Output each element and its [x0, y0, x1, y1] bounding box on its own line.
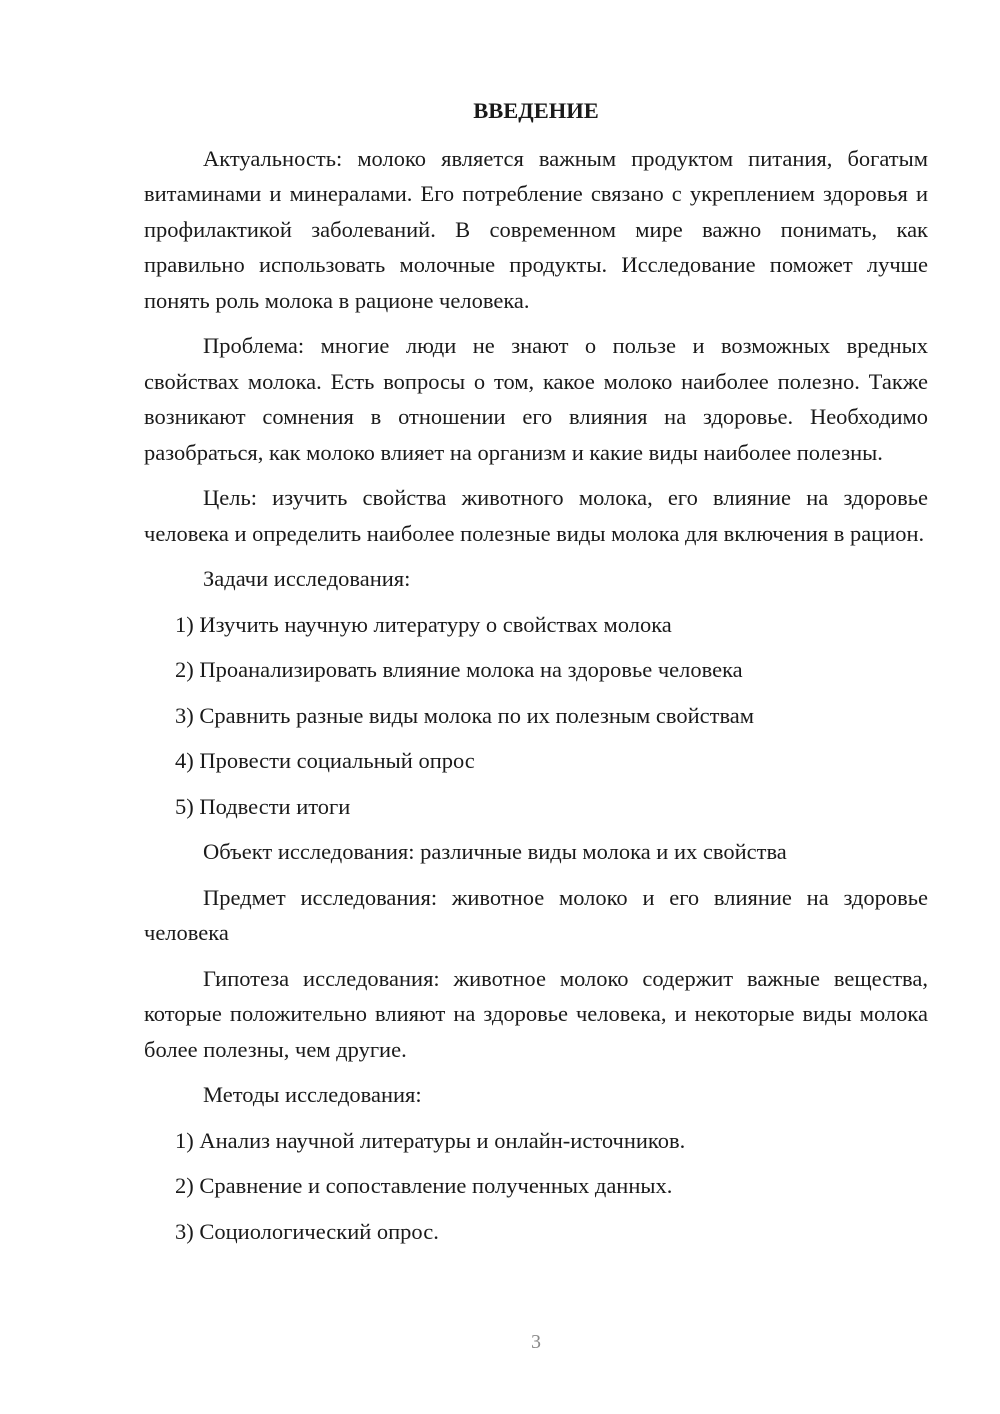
- section-title: ВВЕДЕНИЕ: [473, 98, 599, 123]
- page-number: 3: [531, 1331, 541, 1353]
- task-item: 1) Изучить научную литературу о свойствах молока: [175, 611, 672, 637]
- tasks-list: [144, 607, 928, 825]
- method-item: 1) Анализ научной литературы и онлайн-источников.: [175, 1127, 686, 1153]
- task-item: 4) Провести социальный опрос: [175, 748, 475, 773]
- tasks-heading: Задачи исследования:: [203, 566, 411, 591]
- task-item: 2) Проанализировать влияние молока на здоровье человека: [175, 657, 743, 682]
- goal-paragraph: Цель: изучить свойства животного молока, его влияние на здоровье человека и определить наиболее полезные виды молока для включения в рацион.: [144, 485, 928, 546]
- problem-paragraph: Проблема: многие люди не знают о пользе и возможных вредных свойствах молока. Есть вопросы о том, какое молоко наиболее полезно. Также возникают сомнения в отношении его влияния на здоровье. Необходимо разобраться, как молоко влияет на организм и какие виды наиболее полезны.: [144, 333, 928, 465]
- hypothesis-paragraph: Гипотеза исследования: животное молоко содержит важные вещества, которые положительно влияют на здоровье человека, и некоторые виды молока более полезны, чем другие.: [144, 965, 928, 1062]
- task-item: 5) Подвести итоги: [175, 793, 351, 819]
- method-item: 2) Сравнение и сопоставление полученных данных.: [175, 1173, 673, 1198]
- relevance-paragraph: Актуальность: молоко является важным продуктом питания, богатым витаминами и минералами. Его потребление связано с укреплением здоровья и профилактикой заболеваний. В современном мире важно понимать, как правильно использовать молочные продукты. Исследование поможет лучше понять роль молока в рационе человека.: [144, 145, 928, 313]
- page-content: [144, 93, 928, 1259]
- object-paragraph: Объект исследования: различные виды молока и их свойства: [203, 839, 787, 864]
- task-item: 3) Сравнить разные виды молока по их полезным свойствам: [175, 702, 755, 728]
- methods-list: [144, 1123, 928, 1250]
- methods-heading: Методы исследования:: [203, 1082, 422, 1107]
- subject-paragraph: Предмет исследования: животное молоко и его влияние на здоровье человека: [144, 884, 928, 945]
- method-item: 3) Социологический опрос.: [175, 1218, 439, 1244]
